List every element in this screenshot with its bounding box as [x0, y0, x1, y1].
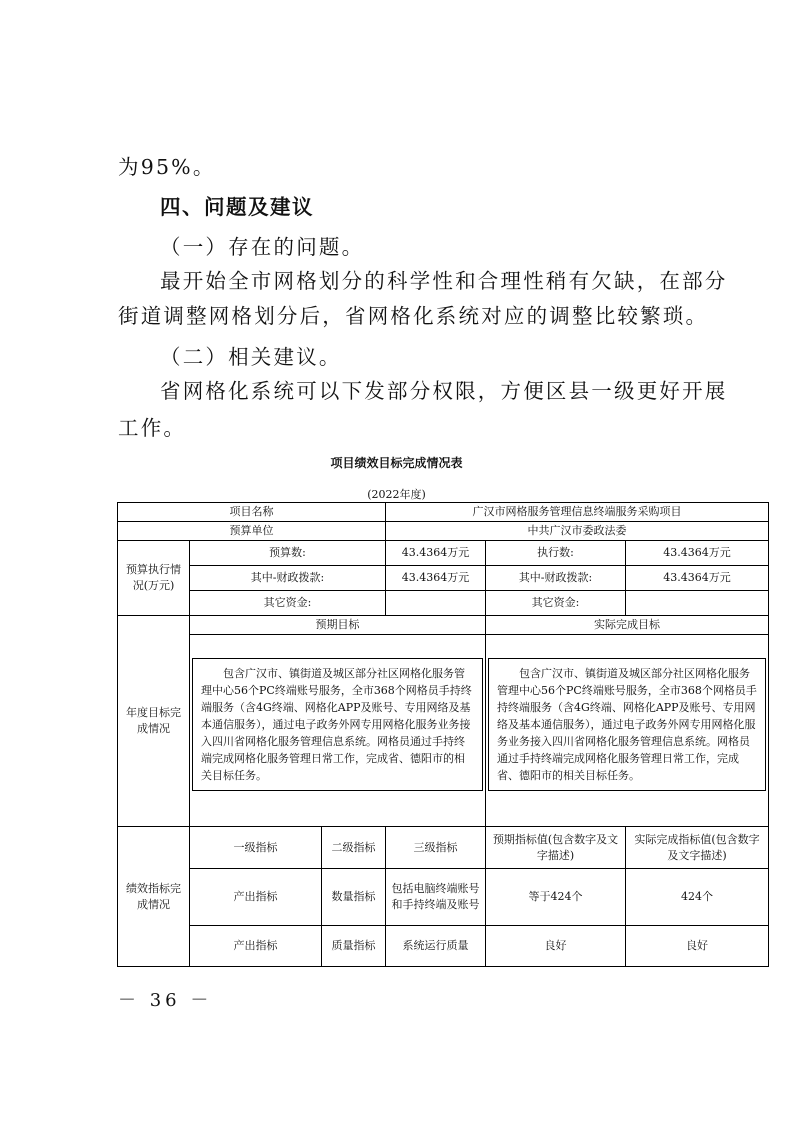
other-value-2: [626, 591, 769, 616]
budget-unit-label: 预算单位: [118, 522, 386, 541]
fiscal-value: 43.4364万元: [386, 566, 486, 591]
paragraph-line: 工作。: [118, 416, 187, 440]
row-expected: 良好: [486, 926, 626, 967]
paragraph-line: 最开始全市网格划分的科学性和合理性稍有欠缺，在部分: [160, 269, 728, 293]
table-year: (2022年度): [367, 488, 426, 501]
col-level3: 三级指标: [386, 827, 486, 869]
subsection-heading: （一）存在的问题。: [160, 235, 365, 259]
expected-goal-cell: [190, 635, 486, 827]
project-name-label: 项目名称: [118, 503, 386, 522]
budget-label: 预算数:: [190, 541, 386, 566]
fiscal-label: 其中-财政拨款:: [190, 566, 386, 591]
paragraph-line: 为95%。: [118, 155, 216, 179]
expected-goal-header: 预期目标: [190, 616, 486, 635]
actual-goal-header: 实际完成目标: [486, 616, 769, 635]
expected-goal-text: 包含广汉市、镇街道及城区部分社区网格化服务管理中心56个PC终端账号服务，全市368个网格员手持终端服务（含4G终端、网格化APP及账号、专用网络及基本通信服务），通过电子政务外网专用网格化服务业务接入四川省网格化服务管理信息系统。网格员通过手持终端完成网格化服务管理日常工作，完成省、德阳市的相关目标任务。: [192, 658, 483, 791]
paragraph-line: 省网格化系统可以下发部分权限，方便区县一级更好开展: [160, 379, 728, 403]
performance-table: [117, 502, 769, 967]
col-level1: 一级指标: [190, 827, 322, 869]
paragraph-line: 街道调整网格划分后，省网格化系统对应的调整比较繁琐。: [118, 304, 709, 328]
other-value: [386, 591, 486, 616]
page-number: － 36 －: [118, 990, 213, 1011]
row-level1: 产出指标: [190, 926, 322, 967]
subsection-heading: （二）相关建议。: [160, 345, 342, 369]
annual-label: 年度目标完成情况: [118, 616, 190, 827]
col-level2: 二级指标: [322, 827, 386, 869]
col-expected: 预期指标值(包含数字及文字描述): [486, 827, 626, 869]
row-level2: 质量指标: [322, 926, 386, 967]
row-actual: 424个: [626, 869, 769, 926]
row-level1: 产出指标: [190, 869, 322, 926]
table-row: [118, 926, 769, 967]
row-expected: 等于424个: [486, 869, 626, 926]
col-actual: 实际完成指标值(包含数字及文字描述): [626, 827, 769, 869]
row-level3: 系统运行质量: [386, 926, 486, 967]
fiscal-label-2: 其中-财政拨款:: [486, 566, 626, 591]
table-title: 项目绩效目标完成情况表: [330, 456, 463, 470]
budget-unit-value: 中共广汉市委政法委: [386, 522, 769, 541]
perf-label: 绩效指标完成情况: [118, 827, 190, 967]
other-label-2: 其它资金:: [486, 591, 626, 616]
project-name-value: 广汉市网格服务管理信息终端服务采购项目: [386, 503, 769, 522]
table-row: [118, 869, 769, 926]
fiscal-value-2: 43.4364万元: [626, 566, 769, 591]
executed-label: 执行数:: [486, 541, 626, 566]
exec-label: 预算执行情况(万元): [118, 541, 190, 616]
section-heading: 四、问题及建议: [160, 195, 314, 219]
row-actual: 良好: [626, 926, 769, 967]
actual-goal-cell: [486, 635, 769, 827]
row-level3: 包括电脑终端账号和手持终端及账号: [386, 869, 486, 926]
actual-goal-text: 包含广汉市、镇街道及城区部分社区网格化服务管理中心56个PC终端账号服务，全市368个网格员手持终端服务（含4G终端、网格化APP及账号、专用网络及基本通信服务），通过电子政务外网专用网格化服务业务接入四川省网格化服务管理信息系统。网格员通过手持终端完成网格化服务管理日常工作，完成省、德阳市的相关目标任务。: [488, 658, 766, 791]
budget-value: 43.4364万元: [386, 541, 486, 566]
executed-value: 43.4364万元: [626, 541, 769, 566]
other-label: 其它资金:: [190, 591, 386, 616]
row-level2: 数量指标: [322, 869, 386, 926]
